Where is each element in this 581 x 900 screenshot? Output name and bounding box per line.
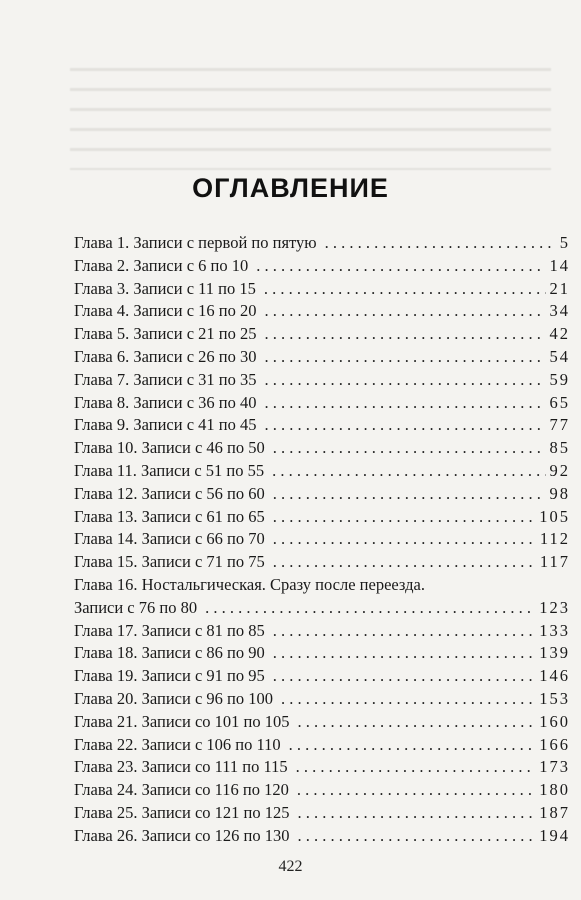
toc-entry-label: Глава 21. Записи со 101 по 105 bbox=[74, 711, 290, 731]
toc-leader-dots bbox=[273, 484, 546, 504]
toc-entry-page: 98 bbox=[549, 483, 570, 503]
toc-leader-dots bbox=[281, 689, 535, 709]
toc-entry-label: Глава 23. Записи со 111 по 115 bbox=[74, 757, 288, 777]
toc-leader-dots bbox=[273, 552, 536, 572]
toc-entry-label: Глава 20. Записи с 96 по 100 bbox=[74, 688, 273, 708]
toc-entry bbox=[74, 461, 570, 484]
toc-entry-label: Глава 5. Записи с 21 по 25 bbox=[74, 324, 257, 344]
toc-entry-page: 59 bbox=[549, 369, 570, 389]
toc-entry-page: 21 bbox=[549, 278, 570, 298]
toc-leader-dots bbox=[273, 621, 536, 641]
toc-entry-label: Глава 4. Записи с 16 по 20 bbox=[74, 301, 257, 321]
toc-entry-label: Глава 16. Ностальгическая. Сразу после переезда. bbox=[74, 574, 425, 594]
toc-entry-page: 5 bbox=[559, 233, 570, 252]
table-of-contents bbox=[74, 233, 570, 849]
toc-leader-dots bbox=[296, 757, 536, 777]
toc-entry-label: Глава 18. Записи с 86 по 90 bbox=[74, 643, 265, 663]
toc-entry-page: 77 bbox=[549, 415, 570, 435]
toc-entry-page: 85 bbox=[549, 438, 570, 458]
toc-entry bbox=[74, 689, 570, 712]
toc-leader-dots bbox=[264, 324, 545, 344]
toc-entry-page: 139 bbox=[539, 643, 570, 663]
toc-leader-dots bbox=[264, 301, 545, 321]
toc-entry-page: 180 bbox=[539, 780, 570, 800]
toc-entry-label: Глава 6. Записи с 26 по 30 bbox=[74, 346, 257, 366]
toc-entry-page: 187 bbox=[539, 802, 570, 822]
toc-leader-dots bbox=[273, 529, 536, 549]
toc-entry-label: Глава 9. Записи с 41 по 45 bbox=[74, 415, 257, 435]
toc-leader-dots bbox=[264, 279, 546, 299]
toc-entry bbox=[74, 438, 570, 461]
toc-entry-page: 14 bbox=[549, 255, 570, 275]
toc-leader-dots bbox=[264, 393, 545, 413]
toc-entry bbox=[74, 643, 570, 666]
toc-entry bbox=[74, 393, 570, 416]
toc-entry bbox=[74, 575, 570, 598]
toc-entry-label: Глава 12. Записи с 56 по 60 bbox=[74, 483, 265, 503]
bleed-through-texture bbox=[70, 60, 551, 170]
toc-entry bbox=[74, 347, 570, 370]
toc-entry-label: Записи с 76 по 80 bbox=[74, 597, 198, 617]
page-number: 422 bbox=[278, 858, 303, 875]
toc-leader-dots bbox=[273, 666, 536, 686]
toc-entry-page: 92 bbox=[549, 460, 570, 480]
page-title: ОГЛАВЛЕНИЕ bbox=[192, 173, 389, 203]
toc-entry-page: 105 bbox=[539, 506, 570, 526]
toc-entry-page: 194 bbox=[539, 825, 570, 845]
toc-entry bbox=[74, 552, 570, 575]
toc-entry-label: Глава 14. Записи с 66 по 70 bbox=[74, 529, 265, 549]
toc-entry bbox=[74, 529, 570, 552]
toc-entry bbox=[74, 803, 570, 826]
toc-entry-label: Глава 24. Записи со 116 по 120 bbox=[74, 780, 289, 800]
toc-leader-dots bbox=[264, 415, 545, 435]
toc-leader-dots bbox=[297, 826, 535, 846]
toc-entry-label: Глава 25. Записи со 121 по 125 bbox=[74, 802, 290, 822]
toc-entry bbox=[74, 279, 570, 302]
toc-leader-dots bbox=[272, 461, 545, 481]
toc-entry-page: 173 bbox=[539, 757, 570, 777]
toc-entry bbox=[74, 233, 570, 256]
toc-entry bbox=[74, 735, 570, 758]
toc-entry-label: Глава 15. Записи с 71 по 75 bbox=[74, 552, 265, 572]
toc-entry-page: 146 bbox=[539, 666, 570, 686]
toc-leader-dots bbox=[205, 598, 535, 618]
toc-entry-label: Глава 3. Записи с 11 по 15 bbox=[74, 278, 256, 298]
toc-entry-label: Глава 17. Записи с 81 по 85 bbox=[74, 620, 265, 640]
toc-entry bbox=[74, 666, 570, 689]
toc-leader-dots bbox=[325, 233, 556, 253]
toc-entry-page: 166 bbox=[539, 734, 570, 754]
toc-entry bbox=[74, 256, 570, 279]
toc-entry bbox=[74, 370, 570, 393]
toc-entry bbox=[74, 598, 570, 621]
toc-entry bbox=[74, 712, 570, 735]
toc-entry-page: 65 bbox=[549, 392, 570, 412]
toc-leader-dots bbox=[256, 256, 545, 276]
toc-leader-dots bbox=[297, 803, 535, 823]
toc-entry-label: Глава 8. Записи с 36 по 40 bbox=[74, 392, 257, 412]
toc-leader-dots bbox=[297, 712, 535, 732]
toc-entry-page: 112 bbox=[539, 529, 570, 549]
toc-leader-dots bbox=[264, 347, 545, 367]
toc-entry-label: Глава 2. Записи с 6 по 10 bbox=[74, 255, 249, 275]
toc-entry bbox=[74, 621, 570, 644]
toc-entry-label: Глава 10. Записи с 46 по 50 bbox=[74, 438, 265, 458]
toc-entry bbox=[74, 324, 570, 347]
toc-entry-label: Глава 1. Записи с первой по пятую bbox=[74, 233, 317, 252]
toc-entry-label: Глава 26. Записи со 126 по 130 bbox=[74, 825, 290, 845]
toc-entry-page: 117 bbox=[539, 552, 570, 572]
toc-entry bbox=[74, 301, 570, 324]
toc-entry-label: Глава 19. Записи с 91 по 95 bbox=[74, 666, 265, 686]
toc-entry-page: 123 bbox=[539, 597, 570, 617]
toc-leader-dots bbox=[273, 507, 536, 527]
toc-leader-dots bbox=[264, 370, 545, 390]
toc-entry-page: 42 bbox=[549, 324, 570, 344]
toc-entry bbox=[74, 484, 570, 507]
toc-entry bbox=[74, 507, 570, 530]
toc-entry bbox=[74, 826, 570, 849]
toc-entry-label: Глава 11. Записи с 51 по 55 bbox=[74, 460, 265, 480]
toc-entry bbox=[74, 757, 570, 780]
toc-entry-page: 133 bbox=[539, 620, 570, 640]
toc-entry-label: Глава 13. Записи с 61 по 65 bbox=[74, 506, 265, 526]
toc-entry-label: Глава 22. Записи с 106 по 110 bbox=[74, 734, 281, 754]
toc-entry-page: 153 bbox=[539, 688, 570, 708]
toc-leader-dots bbox=[289, 735, 536, 755]
toc-leader-dots bbox=[273, 438, 546, 458]
toc-entry-page: 34 bbox=[549, 301, 570, 321]
toc-leader-dots bbox=[273, 643, 536, 663]
toc-entry bbox=[74, 780, 570, 803]
toc-leader-dots bbox=[297, 780, 535, 800]
toc-entry bbox=[74, 415, 570, 438]
toc-entry-page: 54 bbox=[549, 346, 570, 366]
toc-entry-page: 160 bbox=[539, 711, 570, 731]
toc-entry-label: Глава 7. Записи с 31 по 35 bbox=[74, 369, 257, 389]
